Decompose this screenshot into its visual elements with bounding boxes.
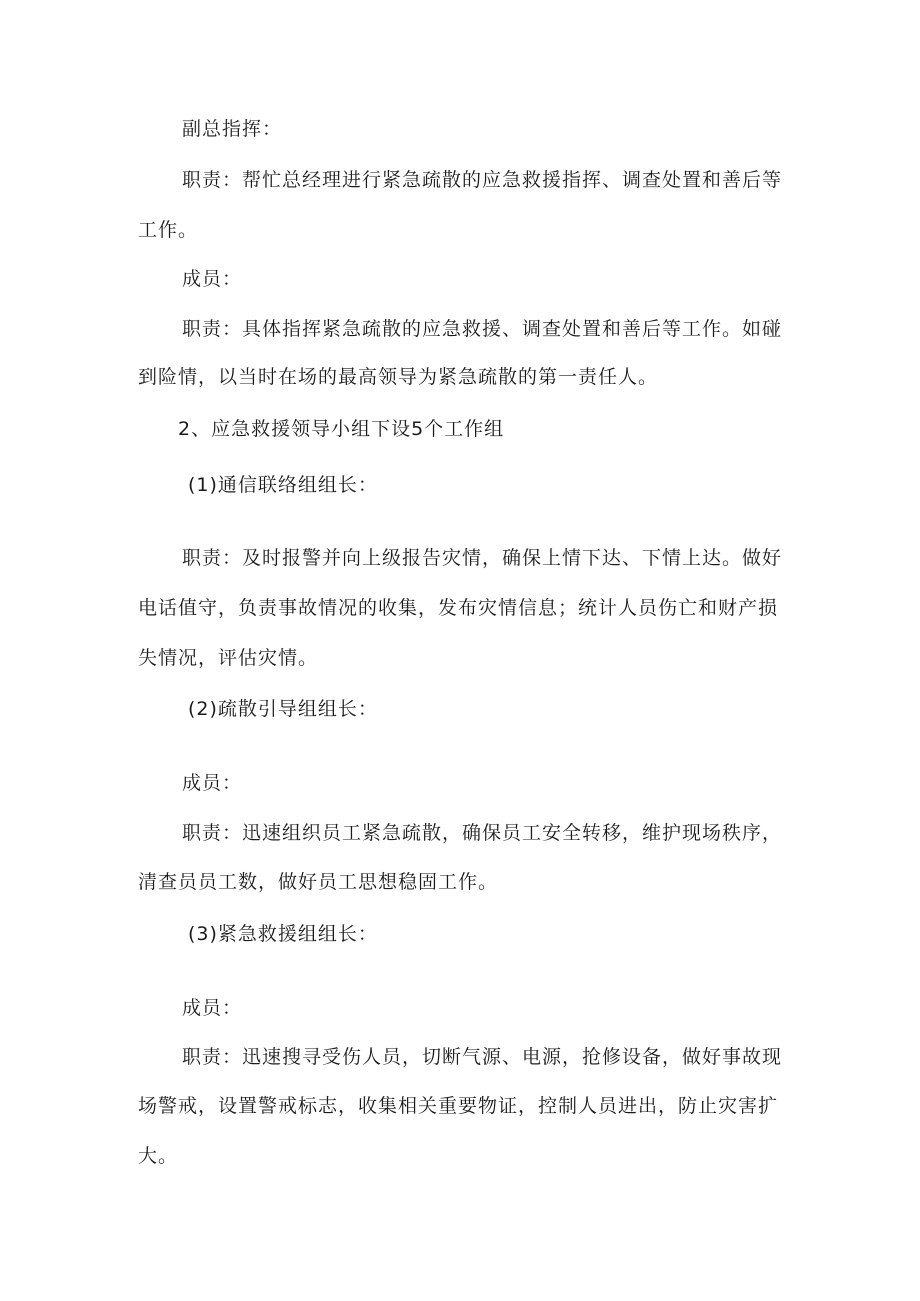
members-duty-line-2: 到险情，以当时在场的最高领导为紧急疏散的第一责任人。	[138, 366, 659, 388]
group-1-title: (1)通信联络组组长：	[188, 474, 378, 496]
deputy-duty-line-2: 工作。	[138, 219, 199, 241]
group-1-duty-line-3: 失情况，评估灾情。	[138, 647, 319, 669]
section-2-heading: 2、应急救援领导小组下设5个工作组	[178, 418, 505, 440]
group-1-duty-line-2: 电话值守，负责事故情况的收集，发布灾情信息；统计人员伤亡和财产损	[138, 597, 779, 619]
members-duty-line-1: 职责：具体指挥紧急疏散的应急救援、调查处置和善后等工作。如碰	[182, 318, 783, 340]
group-3-duty-line-1: 职责：迅速搜寻受伤人员，切断气源、电源，抢修设备，做好事故现	[182, 1046, 783, 1068]
group-1-duty-line-1: 职责：及时报警并向上级报告灾情，确保上情下达、下情上达。做好	[182, 547, 783, 569]
members-label: 成员：	[182, 268, 243, 290]
deputy-commander-heading: 副总指挥：	[182, 118, 283, 140]
deputy-duty-line-1: 职责：帮忙总经理进行紧急疏散的应急救援指挥、调查处置和善后等	[182, 169, 783, 191]
group-3-duty-line-3: 大。	[138, 1145, 179, 1167]
group-3-duty-line-2: 场警戒，设置警戒标志，收集相关重要物证，控制人员进出，防止灾害扩	[138, 1095, 779, 1117]
group-2-title: (2)疏散引导组组长：	[188, 698, 378, 720]
group-2-members-label: 成员：	[182, 772, 243, 794]
group-3-members-label: 成员：	[182, 997, 243, 1019]
group-3-title: (3)紧急救援组组长：	[188, 923, 378, 945]
group-2-duty-line-1: 职责：迅速组织员工紧急疏散，确保员工安全转移，维护现场秩序，	[182, 822, 783, 844]
group-2-duty-line-2: 清查员员工数，做好员工思想稳固工作。	[138, 871, 499, 893]
